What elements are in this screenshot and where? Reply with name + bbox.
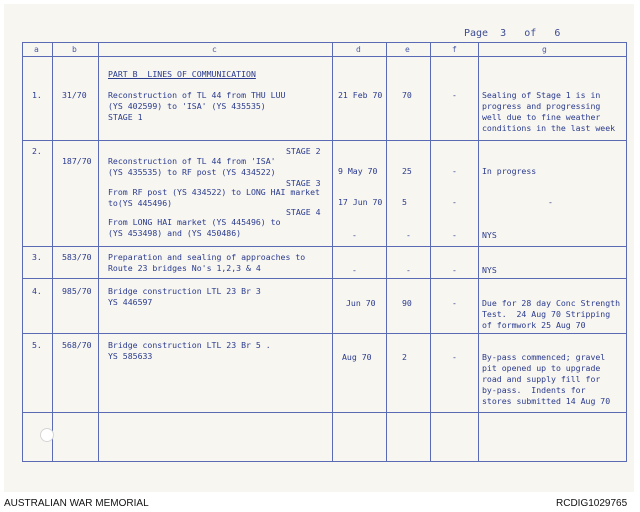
punch-hole xyxy=(40,428,54,442)
row-2-task: (YS 435535) to RF post (YS 434522) xyxy=(108,167,276,177)
row-2-stage-4: STAGE 4 xyxy=(286,207,321,217)
row-2-f: - xyxy=(452,230,457,240)
row-1-task: Reconstruction of TL 44 from THU LUU xyxy=(108,90,286,100)
rule xyxy=(22,56,627,57)
rule xyxy=(626,42,627,462)
row-3-ref: 583/70 xyxy=(62,252,92,262)
row-4-f: - xyxy=(452,298,457,308)
row-2-task: From LONG HAI market (YS 445496) to xyxy=(108,217,281,227)
archive-credit: AUSTRALIAN WAR MEMORIAL xyxy=(4,498,149,509)
row-4-percent: 90 xyxy=(402,298,412,308)
row-5-remarks: pit opened up to upgrade xyxy=(482,363,601,373)
row-5-remarks: stores submitted 14 Aug 70 xyxy=(482,396,611,406)
row-5-f: - xyxy=(452,352,457,362)
row-2-f: - xyxy=(452,197,457,207)
row-2-remarks: - xyxy=(548,197,553,207)
row-2-task: to(YS 445496) xyxy=(108,198,173,208)
rule xyxy=(22,42,23,462)
row-1-item: 1. xyxy=(32,90,42,100)
rule xyxy=(22,461,627,462)
row-5-remarks: road and supply fill for xyxy=(482,374,601,384)
row-3-remarks: NYS xyxy=(482,265,497,275)
column-header-e: e xyxy=(405,45,410,54)
page-label: Page xyxy=(464,28,489,39)
page-of: of xyxy=(524,28,537,39)
column-header-a: a xyxy=(34,45,39,54)
row-5-ref: 568/70 xyxy=(62,340,92,350)
row-3-item: 3. xyxy=(32,252,42,262)
row-5-start-date: Aug 70 xyxy=(342,352,372,362)
column-header-f: f xyxy=(452,45,457,54)
row-2-percent: 5 xyxy=(402,197,407,207)
row-2-start-date: 9 May 70 xyxy=(338,166,378,176)
row-1-remarks: progress and progressing xyxy=(482,101,601,111)
row-1-task: STAGE 1 xyxy=(108,112,143,122)
row-4-ref: 985/70 xyxy=(62,286,92,296)
row-2-task: (YS 453498) and (YS 450486) xyxy=(108,228,242,238)
row-2-start-date: - xyxy=(352,230,357,240)
row-1-start-date: 21 Feb 70 xyxy=(338,90,383,100)
row-3-start-date: - xyxy=(352,265,357,275)
row-5-task: YS 585633 xyxy=(108,351,153,361)
row-2-f: - xyxy=(452,166,457,176)
row-3-task: Route 23 bridges No's 1,2,3 & 4 xyxy=(108,263,261,273)
column-header-g: g xyxy=(542,45,547,54)
section-title: PART B LINES OF COMMUNICATION xyxy=(108,69,256,79)
row-2-task: Reconstruction of TL 44 from 'ISA' xyxy=(108,156,276,166)
row-2-percent: - xyxy=(406,230,411,240)
rule xyxy=(22,278,627,279)
page-number xyxy=(464,28,560,39)
row-1-percent: 70 xyxy=(402,90,412,100)
row-2-start-date: 17 Jun 70 xyxy=(338,197,383,207)
row-1-f: - xyxy=(452,90,457,100)
row-2-stage-2: STAGE 2 xyxy=(286,146,321,156)
column-header-c: c xyxy=(212,45,217,54)
rule xyxy=(386,42,387,462)
row-2-percent: 25 xyxy=(402,166,412,176)
lines-of-communication-table xyxy=(22,42,627,462)
row-1-task: (YS 402599) to 'ISA' (YS 435535) xyxy=(108,101,266,111)
row-4-task: Bridge construction LTL 23 Br 3 xyxy=(108,286,261,296)
row-1-remarks: well due to fine weather xyxy=(482,112,601,122)
row-5-percent: 2 xyxy=(402,352,407,362)
row-3-f: - xyxy=(452,265,457,275)
rule xyxy=(22,42,627,43)
page-current: 3 xyxy=(500,28,507,39)
row-2-ref: 187/70 xyxy=(62,156,92,166)
row-2-remarks: NYS xyxy=(482,230,497,240)
row-3-percent: - xyxy=(406,265,411,275)
row-4-remarks: Due for 28 day Conc Strength xyxy=(482,298,621,308)
rule xyxy=(22,333,627,334)
row-4-start-date: Jun 70 xyxy=(346,298,376,308)
rule xyxy=(332,42,333,462)
page-total: 6 xyxy=(554,28,561,39)
rule xyxy=(430,42,431,462)
row-1-remarks: Sealing of Stage 1 is in xyxy=(482,90,601,100)
row-3-task: Preparation and sealing of approaches to xyxy=(108,252,306,262)
rule xyxy=(478,42,479,462)
row-4-task: YS 446597 xyxy=(108,297,153,307)
rule xyxy=(22,246,627,247)
rule xyxy=(22,140,627,141)
row-4-remarks: of formwork 25 Aug 70 xyxy=(482,320,586,330)
row-2-remarks: In progress xyxy=(482,166,537,176)
column-header-b: b xyxy=(72,45,77,54)
row-2-stage-3: STAGE 3 xyxy=(286,178,321,188)
row-4-remarks: Test. 24 Aug 70 Stripping xyxy=(482,309,611,319)
row-1-remarks: conditions in the last week xyxy=(482,123,616,133)
row-5-remarks: By-pass commenced; gravel xyxy=(482,352,606,362)
archive-id: RCDIG1029765 xyxy=(556,498,628,509)
row-5-remarks: by-pass. Indents for xyxy=(482,385,586,395)
row-5-item: 5. xyxy=(32,340,42,350)
rule xyxy=(52,42,53,462)
row-1-ref: 31/70 xyxy=(62,90,87,100)
rule xyxy=(98,42,99,462)
row-5-task: Bridge construction LTL 23 Br 5 . xyxy=(108,340,271,350)
row-2-task: From RF post (YS 434522) to LONG HAI market xyxy=(108,187,320,197)
column-header-d: d xyxy=(356,45,361,54)
row-4-item: 4. xyxy=(32,286,42,296)
rule xyxy=(22,412,627,413)
row-2-item: 2. xyxy=(32,146,42,156)
